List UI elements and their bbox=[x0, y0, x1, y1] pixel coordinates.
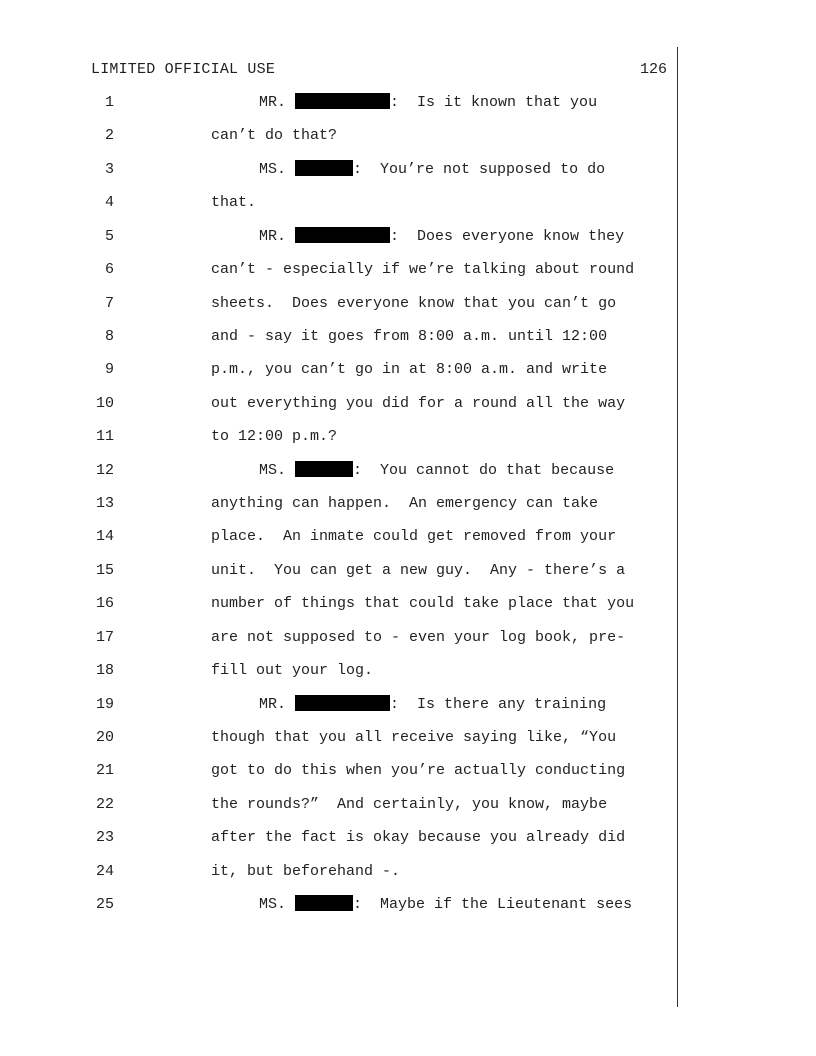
line-number: 4 bbox=[104, 194, 114, 212]
line-text: anything can happen. An emergency can take bbox=[211, 495, 599, 513]
line-number: 15 bbox=[95, 561, 114, 579]
line-text: can’t - especially if we’re talking about round bbox=[211, 261, 635, 279]
line-text: it, but beforehand -. bbox=[211, 862, 401, 880]
line-number: 10 bbox=[95, 394, 114, 412]
line-text: number of things that could take place that you bbox=[211, 595, 635, 613]
speaker-statement: : You cannot do that because bbox=[353, 461, 615, 479]
line-text: p.m., you can’t go in at 8:00 a.m. and write bbox=[211, 361, 608, 379]
line-number: 7 bbox=[104, 294, 114, 312]
line-number: 20 bbox=[95, 728, 114, 746]
speaker-title: MS. bbox=[259, 461, 287, 479]
line-text: out everything you did for a round all the way bbox=[211, 394, 626, 412]
line-number: 17 bbox=[95, 628, 114, 646]
line-text: got to do this when you’re actually conducting bbox=[211, 762, 626, 780]
speaker-statement: : You’re not supposed to do bbox=[353, 160, 606, 178]
line-number: 6 bbox=[104, 261, 114, 279]
speaker-title: MS. bbox=[259, 896, 287, 914]
line-text: are not supposed to - even your log book, pre- bbox=[211, 628, 626, 646]
speaker-statement: : Does everyone know they bbox=[390, 227, 625, 245]
redaction-box bbox=[295, 160, 353, 176]
redaction-box bbox=[295, 695, 390, 711]
line-number: 14 bbox=[95, 528, 114, 546]
line-number: 11 bbox=[95, 428, 114, 446]
line-number: 13 bbox=[95, 495, 114, 513]
classification-marking: LIMITED OFFICIAL USE bbox=[91, 61, 276, 78]
line-number: 19 bbox=[95, 695, 114, 713]
right-margin-rule bbox=[677, 47, 678, 1007]
line-number: 25 bbox=[95, 896, 114, 914]
line-number: 16 bbox=[95, 595, 114, 613]
line-number: 12 bbox=[95, 461, 114, 479]
line-text: that. bbox=[211, 194, 257, 212]
redaction-box bbox=[295, 93, 390, 109]
speaker-line bbox=[259, 226, 624, 248]
speaker-line bbox=[259, 159, 605, 181]
speaker-line bbox=[259, 694, 606, 716]
speaker-title: MR. bbox=[259, 94, 287, 111]
speaker-line bbox=[259, 894, 632, 916]
line-number: 8 bbox=[104, 327, 114, 345]
speaker-statement: : Maybe if the Lieutenant sees bbox=[353, 896, 633, 914]
speaker-line bbox=[259, 460, 614, 482]
speaker-statement: : Is there any training bbox=[390, 695, 607, 713]
line-text: after the fact is okay because you already did bbox=[211, 829, 626, 847]
line-text: and - say it goes from 8:00 a.m. until 12:00 bbox=[211, 327, 608, 345]
speaker-title: MS. bbox=[259, 160, 287, 178]
line-number: 2 bbox=[104, 127, 114, 145]
page-number: 126 bbox=[639, 61, 667, 78]
redaction-box bbox=[295, 461, 353, 477]
line-number: 22 bbox=[95, 795, 114, 813]
speaker-statement: : Is it known that you bbox=[390, 94, 598, 111]
line-text: sheets. Does everyone know that you can’t go bbox=[211, 294, 617, 312]
line-text: to 12:00 p.m.? bbox=[211, 428, 338, 446]
line-text: fill out your log. bbox=[211, 662, 374, 680]
line-number: 9 bbox=[104, 361, 114, 379]
line-text: the rounds?” And certainly, you know, maybe bbox=[211, 795, 608, 813]
line-text: place. An inmate could get removed from your bbox=[211, 528, 617, 546]
speaker-line bbox=[259, 92, 597, 114]
line-number: 3 bbox=[104, 160, 114, 178]
line-number: 24 bbox=[95, 862, 114, 880]
line-text: though that you all receive saying like, “You bbox=[211, 728, 617, 746]
speaker-title: MR. bbox=[259, 227, 287, 245]
line-number: 23 bbox=[95, 829, 114, 847]
line-text: unit. You can get a new guy. Any - there’s a bbox=[211, 561, 626, 579]
line-number: 5 bbox=[104, 227, 114, 245]
redaction-box bbox=[295, 895, 353, 911]
speaker-title: MR. bbox=[259, 695, 287, 713]
line-number: 1 bbox=[104, 94, 114, 111]
line-number: 21 bbox=[95, 762, 114, 780]
line-text: can’t do that? bbox=[211, 127, 338, 145]
line-number: 18 bbox=[95, 662, 114, 680]
redaction-box bbox=[295, 227, 390, 243]
